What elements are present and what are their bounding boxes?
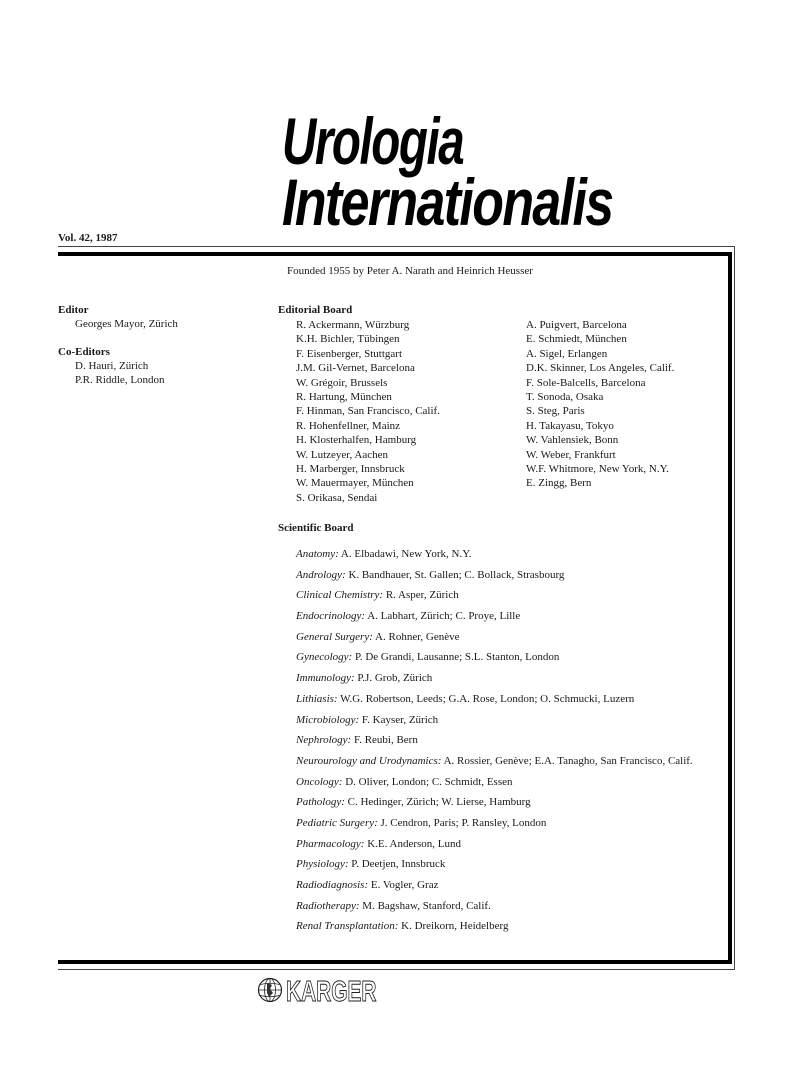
members: E. Vogler, Graz [370,879,439,891]
frame-thick-right-rule [728,252,732,964]
journal-title-line1: Urologia [282,104,464,178]
specialty: Microbiology: [296,713,360,726]
frame-thick-bottom-rule [58,960,732,964]
board-member: R. Ackermann, Würzburg [296,319,410,331]
board-member: A. Sigel, Erlangen [526,347,608,360]
scientific-board-list [296,547,693,940]
scientific-board-entry [296,692,693,713]
specialty: Radiodiagnosis: [296,879,369,891]
members: K. Dreikorn, Heidelberg [401,920,509,933]
scientific-board-entry [296,630,693,651]
specialty: Gynecology: [296,651,353,664]
members: D. Oliver, London; C. Schmidt, Essen [345,775,513,788]
members: P. Deetjen, Innsbruck [351,858,446,871]
board-member: A. Puigvert, Barcelona [526,319,627,331]
scientific-board-entry [296,671,693,692]
board-member: T. Sonoda, Osaka [526,390,604,403]
board-member: W. Lutzeyer, Aachen [296,448,389,461]
members: P.J. Grob, Zürich [357,672,433,685]
scientific-board-entry [296,837,693,858]
editorial-board-column-2 [526,318,674,491]
globe-logo-icon [257,977,283,1008]
board-member: F. Hinman, San Francisco, Calif. [296,405,440,418]
founded-note: Founded 1955 by Peter A. Narath and Heinrich Heusser [287,265,533,277]
scientific-board-entry [296,899,693,920]
journal-title-line2: Internationalis [282,165,613,239]
editorial-board-heading: Editorial Board [278,304,353,316]
specialty: Physiology: [296,858,349,871]
scientific-board-entry [296,878,693,899]
board-member: H. Klosterhalfen, Hamburg [296,434,417,447]
board-member: E. Zingg, Bern [526,477,592,490]
specialty: Endocrinology: [296,610,366,623]
members: K.E. Anderson, Lund [367,837,461,850]
members: A. Elbadawi, New York, N.Y. [340,548,472,560]
board-member: H. Marberger, Innsbruck [296,462,405,475]
specialty: Lithiasis: [296,692,338,705]
specialty: Clinical Chemistry: [296,589,384,602]
members: A. Rossier, Genève; E.A. Tanagho, San Francisco, Calif. [443,754,693,767]
specialty: Nephrology: [296,734,352,747]
frame-thin-top-rule [58,246,735,247]
specialty: Pediatric Surgery: [296,816,378,829]
board-member: W. Vahlensiek, Bonn [526,434,619,447]
scientific-board-entry [296,650,693,671]
scientific-board-entry [296,857,693,878]
board-member: W.F. Whitmore, New York, N.Y. [526,462,669,475]
co-editor-name: D. Hauri, Zürich [75,360,149,372]
board-member: R. Hohenfellner, Mainz [296,419,401,432]
board-member: W. Weber, Frankfurt [526,448,616,461]
scientific-board-entry [296,568,693,589]
publisher-name: KARGER [286,976,377,1008]
board-member: W. Mauermayer, München [296,477,414,490]
scientific-board-entry [296,733,693,754]
members: M. Bagshaw, Stanford, Calif. [362,899,491,912]
specialty: Radiotherapy: [296,899,360,912]
scientific-board-entry [296,754,693,775]
members: A. Rohner, Genève [375,630,460,643]
scientific-board-entry [296,816,693,837]
members: F. Kayser, Zürich [361,713,439,726]
members: W.G. Robertson, Leeds; G.A. Rose, London; O. Schmucki, Luzern [340,692,635,705]
volume-label: Vol. 42, 1987 [58,232,118,244]
publisher-logo [257,977,412,1008]
specialty: Pharmacology: [296,837,365,850]
specialty: Oncology: [296,775,343,788]
frame-thin-right-rule [734,246,735,970]
scientific-board-entry [296,713,693,734]
scientific-board-entry [296,919,693,940]
members: J. Cendron, Paris; P. Ransley, London [380,816,547,829]
specialty: Andrology: [296,568,346,581]
board-member: E. Schmiedt, München [526,333,627,346]
board-member: W. Grégoir, Brussels [296,376,388,389]
editorial-board-column-1 [296,318,440,505]
specialty: Neurourology and Urodynamics: [296,754,442,767]
board-member: F. Sole-Balcells, Barcelona [526,376,646,389]
members: K. Bandhauer, St. Gallen; C. Bollack, Strasbourg [348,568,565,581]
specialty: Immunology: [296,672,355,685]
specialty: Renal Transplantation: [296,920,399,933]
members: R. Asper, Zürich [385,589,459,602]
scientific-board-entry [296,795,693,816]
board-member: K.H. Bichler, Tübingen [296,333,400,346]
board-member: S. Steg, Paris [526,405,585,418]
editor-name: Georges Mayor, Zürich [75,318,178,330]
scientific-board-entry [296,588,693,609]
editor-heading: Editor [58,304,89,316]
specialty: General Surgery: [296,630,373,643]
co-editors-heading: Co-Editors [58,346,110,358]
specialty: Anatomy: [296,548,339,560]
board-member: H. Takayasu, Tokyo [526,419,614,432]
board-member: D.K. Skinner, Los Angeles, Calif. [526,362,675,375]
co-editor-name: P.R. Riddle, London [75,374,165,386]
scientific-board-entry [296,547,693,568]
specialty: Pathology: [296,796,345,809]
board-member: J.M. Gil-Vernet, Barcelona [296,362,415,375]
board-member: R. Hartung, München [296,390,392,403]
board-member: F. Eisenberger, Stuttgart [296,347,403,360]
members: P. De Grandi, Lausanne; S.L. Stanton, London [354,651,560,664]
members: A. Labhart, Zürich; C. Proye, Lille [367,610,521,623]
scientific-board-entry [296,609,693,630]
members: C. Hedinger, Zürich; W. Lierse, Hamburg [347,796,531,809]
scientific-board-entry [296,775,693,796]
scientific-board-heading: Scientific Board [278,522,354,534]
members: F. Reubi, Bern [353,734,418,747]
frame-thin-bottom-rule [58,969,735,970]
frame-thick-top-rule [58,252,732,256]
board-member: S. Orikasa, Sendai [296,491,378,504]
